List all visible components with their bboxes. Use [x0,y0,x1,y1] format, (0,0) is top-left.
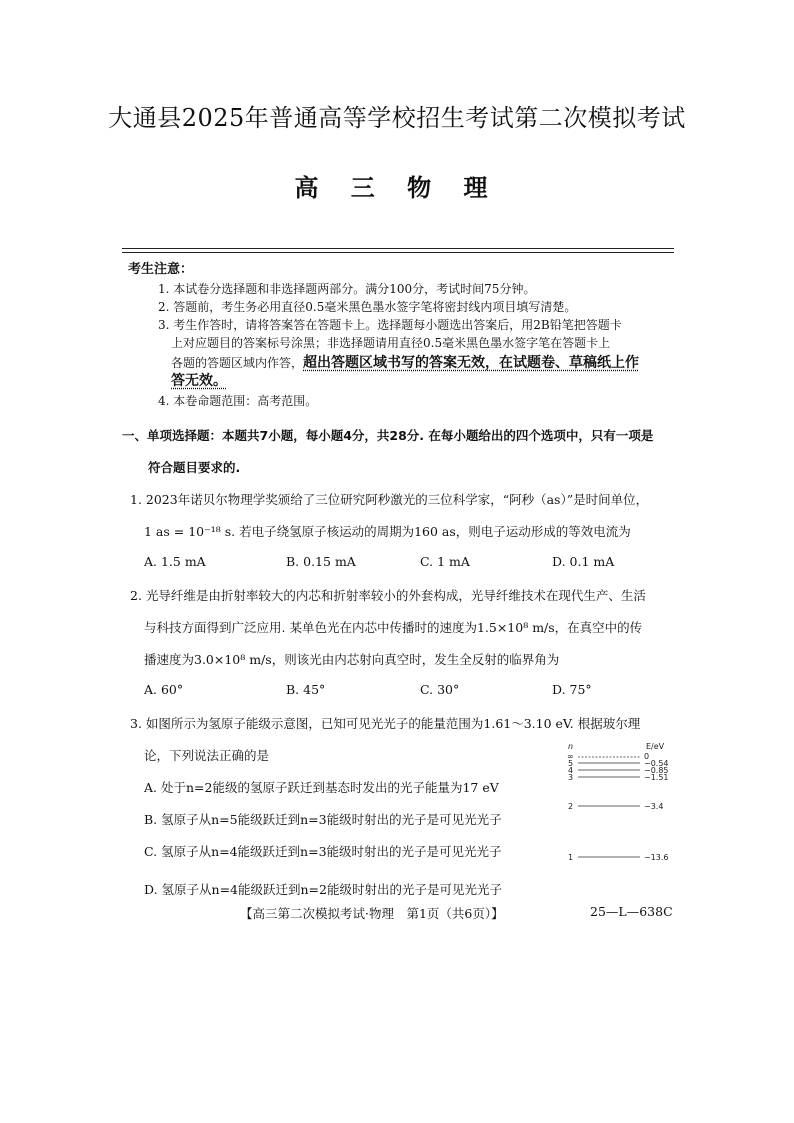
level-n-1: 1 [568,853,574,862]
notice-item-1: 1. 本试卷分选择题和非选择题两部分。满分100分，考试时间75分钟。 [158,282,536,296]
notice-item-3-text: 各题的答题区域内作答， [171,356,304,370]
level-e-5: −0.54 [644,759,669,768]
question-3-option-a: A. 处于n=2能级的氢原子跃迁到基态时发出的光子能量为17 eV [144,780,499,795]
page-footer: 【高三第二次模拟考试·物理 第1页（共6页）】 [240,906,504,921]
section-heading-cont: 符合题目要求的. [148,460,241,475]
notice-item-2: 2. 答题前，考生务必用直径0.5毫米黑色墨水签字笔将密封线内项目填写清楚。 [158,300,577,314]
question-3-option-b: B. 氢原子从n=5能级跃迁到n=3能级时射出的光子是可见光光子 [144,812,502,827]
question-1-option-a: A. 1.5 mA [144,554,206,569]
notice-item-3: 3. 考生作答时，请将答案答在答题卡上。选择题每小题选出答案后，用2B铅笔把答题卡 [158,318,622,332]
notice-item-3-cont2 [171,352,639,372]
question-2-option-a: A. 60° [144,682,184,697]
question-2-line-3: 播速度为3.0×10⁸ m/s，则该光由内芯射向真空时，发生全反射的临界角为 [144,652,560,667]
question-2-option-b: B. 45° [286,682,326,697]
level-n-4: 4 [568,766,574,775]
level-n-5: 5 [568,759,574,768]
notice-emphasis: 超出答题区域书写的答案无效，在试题卷、草稿纸上作 [303,355,640,371]
level-n-3: 3 [568,773,574,782]
question-2-option-c: C. 30° [420,682,460,697]
exam-title: 大通县2025年普通高等学校招生考试第二次模拟考试 [108,104,686,132]
level-e-inf: 0 [644,752,650,761]
question-1-option-b: B. 0.15 mA [286,554,356,569]
question-1-option-c: C. 1 mA [420,554,470,569]
level-n-inf: ∞ [567,752,574,761]
paper-code: 25—L—638C [590,904,673,919]
question-1-option-d: D. 0.1 mA [552,554,615,569]
question-3-option-d: D. 氢原子从n=4能级跃迁到n=2能级时射出的光子是可见光光子 [144,882,502,897]
question-2-line-1: 2. 光导纤维是由折射率较大的内芯和折射率较小的外套构成，光导纤维技术在现代生产、生活 [130,588,646,603]
question-3-line-1: 3. 如图所示为氢原子能级示意图，已知可见光光子的能量范围为1.61～3.10 eV. 根据玻尔理 [130,716,641,731]
level-e-1: −13.6 [644,853,669,862]
level-e-4-value: −0.85 [644,766,669,775]
diagram-n-label: n [568,742,574,751]
question-1-line-1: 1. 2023年诺贝尔物理学奖颁给了三位研究阿秒激光的三位科学家，“阿秒（as）”是时间单位， [130,492,649,507]
notice-emphasis-end: 答无效。 [171,373,227,389]
question-1-line-2: 1 as = 10⁻¹⁸ s. 若电子绕氢原子核运动的周期为160 as，则电子运动形成的等效电流为 [144,524,631,539]
question-2-option-d: D. 75° [552,682,592,697]
top-divider-second [122,252,674,253]
level-n-2: 2 [568,802,574,811]
level-e-2: −3.4 [644,802,664,811]
level-e-3: −1.51 [644,773,669,782]
section-heading: 一、单项选择题：本题共7小题，每小题4分，共28分. 在每小题给出的四个选项中，只有一项是 [122,428,654,443]
energy-level-diagram [562,736,674,870]
diagram-e-label: E/eV [646,742,665,751]
exam-subject: 高 三 物 理 [294,173,500,202]
question-2-line-2: 与科技方面得到广泛应用. 某单色光在内芯中传播时的速度为1.5×10⁸ m/s，在真空中的传 [144,620,643,635]
question-3-line-2: 论，下列说法正确的是 [144,748,270,763]
top-divider [122,248,674,249]
notice-item-3-cont: 上对应题目的答案标号涂黑；非选择题请用直径0.5毫米黑色墨水签字笔在答题卡上 [171,336,611,350]
notice-heading: 考生注意： [128,262,194,277]
question-3-option-c: C. 氢原子从n=4能级跃迁到n=3能级时射出的光子是可见光光子 [144,844,502,859]
notice-item-4: 4. 本卷命题范围：高考范围。 [158,394,318,408]
